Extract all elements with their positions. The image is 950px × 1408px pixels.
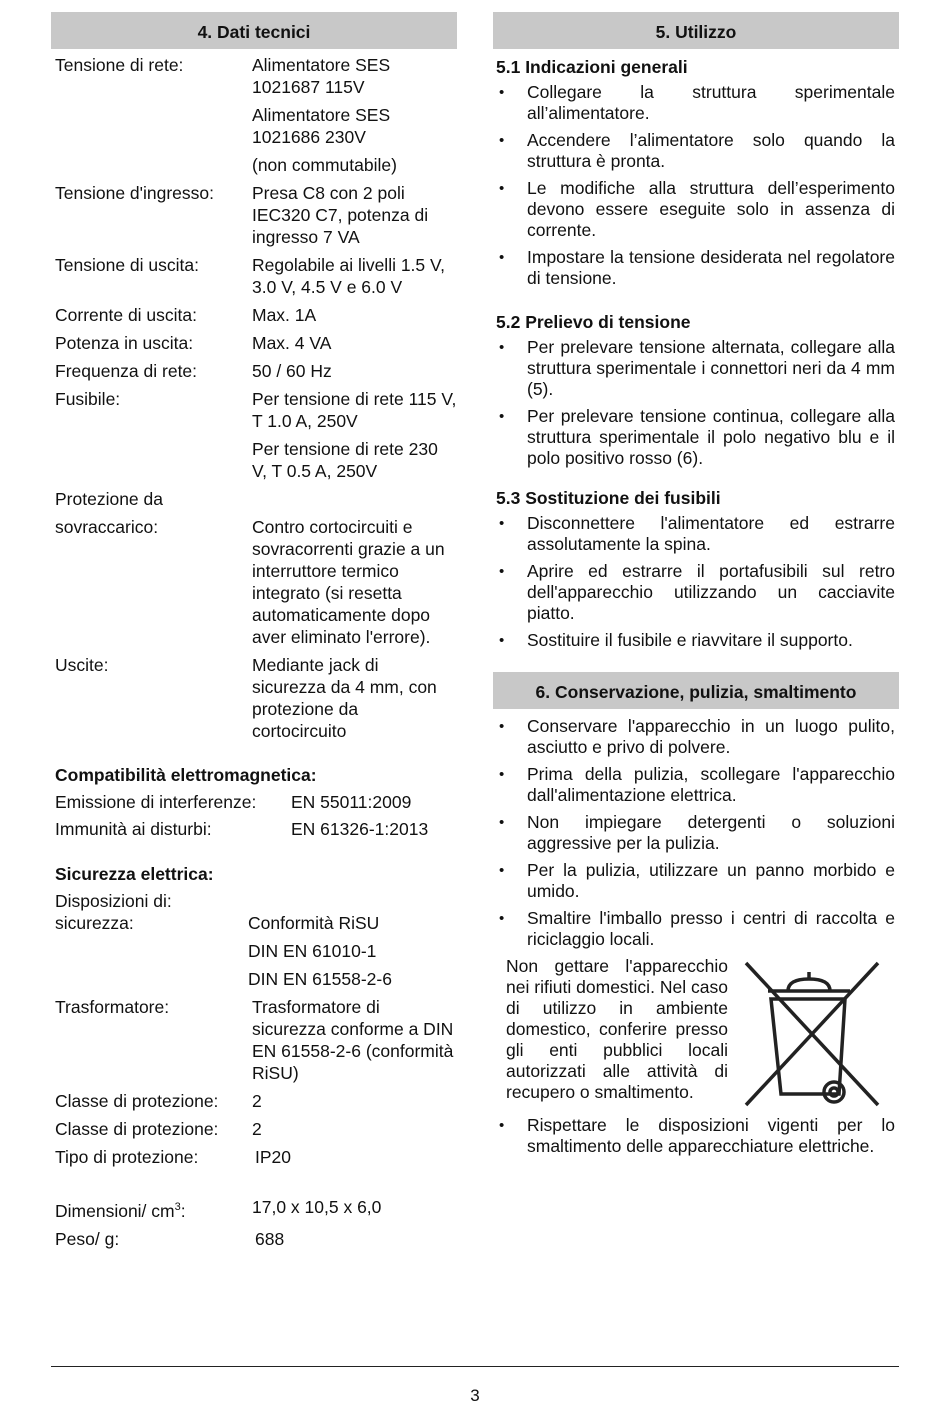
spec-row [51,388,457,482]
spec-label: Disposizioni di: sicurezza: [55,891,172,933]
spec-value: Trasformatore di sicurezza conforme a DIN EN 61558-2-6 (conformità RiSU) [252,997,454,1083]
spec-row [51,332,457,354]
spec-value: Alimentatore SES 1021686 230V [252,105,391,147]
emc-row [51,818,457,840]
spec-value: Max. 1A [252,305,317,325]
weight-value: 688 [255,1228,285,1249]
spec-value: Per tensione di rete 230 V, T 0.5 A, 250V [252,439,438,481]
weight-row [51,1228,457,1250]
emc-value: EN 55011:2009 [291,792,412,812]
spec-label: Trasformatore: [55,997,170,1017]
technical-data-column [51,12,457,1256]
emc-label: Immunità ai disturbi: [55,819,212,839]
spec-value: Alimentatore SES 1021687 115V [252,55,391,97]
list-item: • Impostare la tensione desiderata nel regolatore di tensione. [493,247,899,289]
spec-value: Max. 4 VA [252,333,332,353]
spec-value: DIN EN 61010-1 [248,941,377,961]
spec-value: 2 [252,1119,262,1139]
footer-divider [51,1366,899,1367]
spec-row [51,1090,457,1112]
spec-row [51,304,457,326]
safety-table [51,890,457,1168]
spec-label: Frequenza di rete: [55,361,198,381]
list-item: • Accendere l’alimentatore solo quando la struttura è pronta. [493,130,899,172]
spec-label: Classe di protezione: [55,1119,219,1139]
spec-row [51,996,457,1084]
spec-row [51,182,457,248]
spec-value: Per tensione di rete 115 V, T 1.0 A, 250V [252,389,457,431]
list-item: • Smaltire l'imballo presso i centri di raccolta e riciclaggio locali. [493,908,899,950]
dimensions-label: Dimensioni/ $cm^3$: [55,1200,186,1221]
list-item: • Le modifiche alla struttura dell’esperimento devono essere eseguite solo in assenza di corrente. [493,178,899,241]
emc-title: Compatibilità elettromagnetica: [55,765,317,785]
list-item: • Non impiegare detergenti o soluzioni aggressive per la pulizia. [493,812,899,854]
spec-row [51,360,457,382]
list-item: • Per la pulizia, utilizzare un panno morbido e umido. [493,860,899,902]
spec-value: (non commutabile) [252,155,397,175]
list-item: • Aprire ed estrarre il portafusibili sul retro dell'apparecchio utilizzando un cacciavite piatto. [493,561,899,624]
list-item: • Per prelevare tensione continua, collegare alla struttura sperimentale il polo negativo blu e il polo positivo rosso (6). [493,406,899,469]
list-item: • Collegare la struttura sperimentale all’alimentatore. [493,82,899,124]
disposal-text: Non gettare l'apparecchio nei rifiuti domestici. Nel caso di utilizzo in ambiente domestico, conferire presso gli enti pubblici locali autorizzati alle attività di recupero o smaltimento. [506,956,728,1102]
spec-row [51,1146,457,1168]
bullet-list-6 [493,716,899,950]
weight-label: Peso/ g: [55,1228,120,1249]
spec-label: Protezione da [55,489,163,509]
bullet-list-5-2 [493,337,899,469]
spec-label: Tensione d'ingresso: [55,183,214,203]
spec-label: Tensione di rete: [55,55,184,75]
spec-value: 2 [252,1091,262,1111]
spec-label: sovraccarico: [55,517,159,537]
dimensions-row [51,1196,457,1222]
spec-label: Fusibile: [55,389,121,409]
spec-row [51,488,457,510]
spec-row [51,54,457,176]
spec-row [51,1118,457,1140]
section-header-storage: 6. Conservazione, pulizia, smaltimento [493,672,899,709]
spec-value: Contro cortocircuiti e sovracorrenti grazie a un interruttore termico integrato (si resetta automaticamente dopo aver eliminato l'errore). [252,517,445,647]
list-item: • Disconnettere l'alimentatore ed estrarre assolutamente la spina. [493,513,899,555]
spec-label: Corrente di uscita: [55,305,198,325]
bullet-list-5-3 [493,513,899,651]
subsection-title-5-1: 5.1 Indicazioni generali [496,57,688,77]
section-header-technical-data: 4. Dati tecnici [51,12,457,49]
disposal-notice [506,956,899,1109]
spec-row [51,516,457,648]
list-item: • Per prelevare tensione alternata, collegare alla struttura sperimentale i connettori neri da 4 mm (5). [493,337,899,400]
spec-row [51,254,457,298]
spec-table [51,54,457,742]
list-item: • Sostituire il fusibile e riavvitare il supporto. [493,630,899,651]
spec-label: Tipo di protezione: [55,1147,199,1167]
spec-value: 50 / 60 Hz [252,361,332,381]
safety-title: Sicurezza elettrica: [55,864,214,884]
bullet-list-5-1 [493,82,899,289]
spec-value: Regolabile ai livelli 1.5 V, 3.0 V, 4.5 V e 6.0 V [252,255,445,297]
emc-row [51,791,457,813]
page-number: 3 [470,1386,480,1405]
dimensions-value: 17,0 x 10,5 x 6,0 [252,1197,382,1217]
spec-value: Presa C8 con 2 poli IEC320 C7, potenza di ingresso 7 VA [252,183,429,247]
spec-row [51,654,457,742]
usage-column [493,12,899,1163]
list-item: • Rispettare le disposizioni vigenti per lo smaltimento delle apparecchiature elettriche. [493,1115,899,1157]
spec-label: Potenza in uscita: [55,333,194,353]
spec-label: Classe di protezione: [55,1091,219,1111]
list-item: • Conservare l'apparecchio in un luogo pulito, asciutto e privo di polvere. [493,716,899,758]
spec-value: DIN EN 61558-2-6 [248,969,392,989]
spec-value: Mediante jack di sicurezza da 4 mm, con protezione da cortocircuito [252,655,437,741]
emc-value: EN 61326-1:2013 [291,819,429,839]
emc-label: Emissione di interferenze: [55,792,257,812]
spec-row [51,890,457,990]
subsection-title-5-3: 5.3 Sostituzione dei fusibili [496,488,721,508]
crossed-out-wheelie-bin-icon [738,959,888,1109]
list-item: • Prima della pulizia, scollegare l'apparecchio dall'alimentazione elettrica. [493,764,899,806]
spec-label: Tensione di uscita: [55,255,199,275]
section-header-usage: 5. Utilizzo [493,12,899,49]
bullet-list-final [493,1115,899,1157]
spec-value: Conformità RiSU [248,913,380,933]
spec-value: IP20 [255,1147,291,1167]
spec-label: Uscite: [55,655,109,675]
subsection-title-5-2: 5.2 Prelievo di tensione [496,312,691,332]
